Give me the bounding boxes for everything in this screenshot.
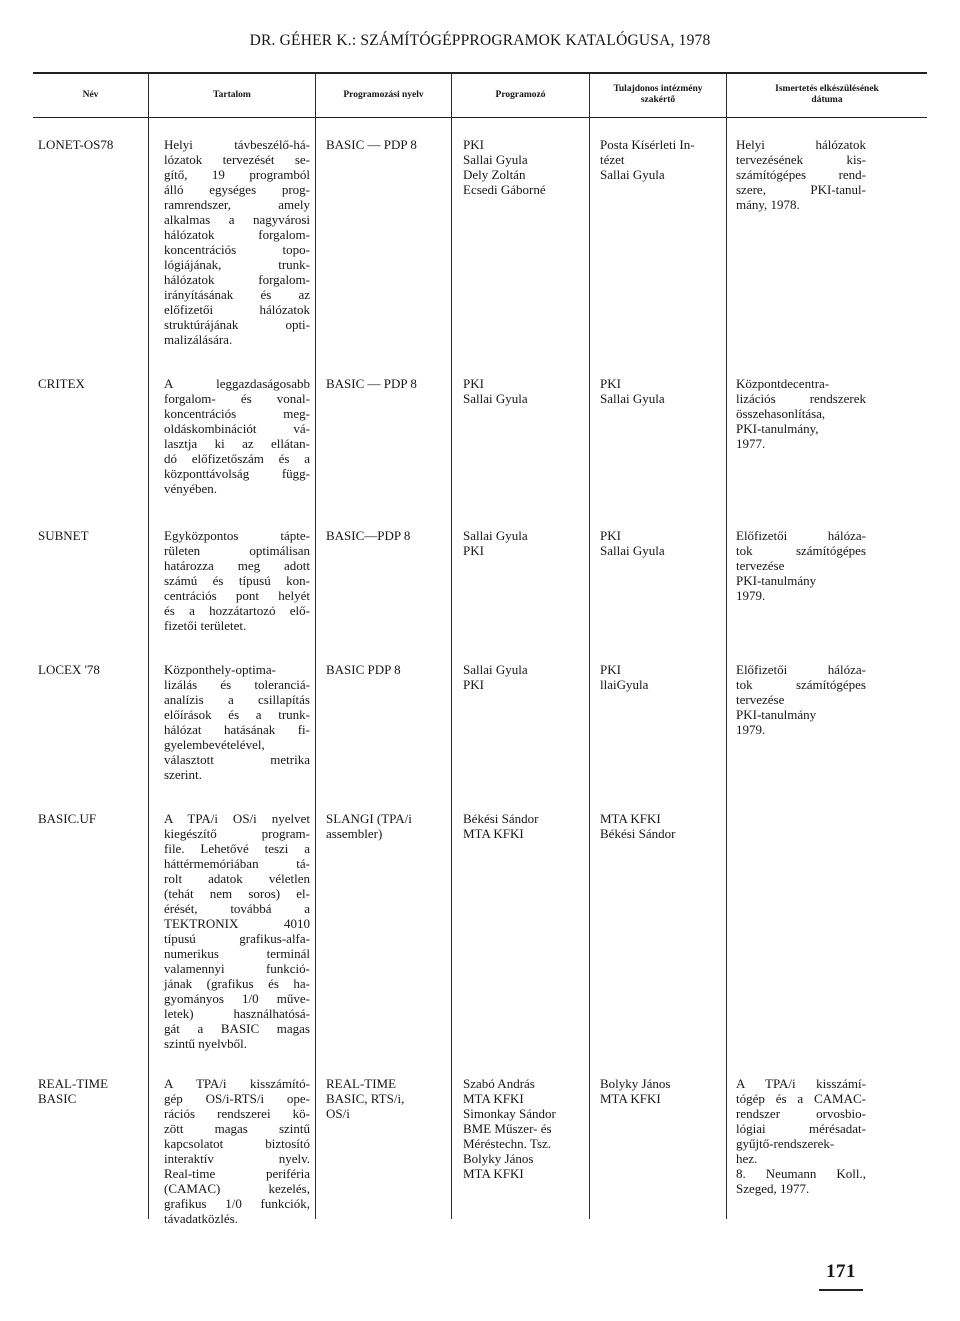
cell-line: tervezésének kis- <box>736 152 866 167</box>
cell-line: LONET-OS78 <box>38 137 114 152</box>
cell-line: gyűjtő-rendszerek- <box>736 1136 835 1151</box>
cell-line: lógiájának, trunk- <box>164 257 310 272</box>
cell-line: hálózat hatásának fi- <box>164 722 310 737</box>
cell-name <box>38 662 144 677</box>
cell-line: Sallai Gyula <box>463 391 528 406</box>
cell-line: tógép és a CAMAC- <box>736 1091 866 1106</box>
cell-line: letek) használhatósá- <box>164 1006 310 1021</box>
cell-line: PKI <box>600 662 621 677</box>
cell-language <box>326 811 448 841</box>
cell-description <box>736 1076 866 1196</box>
cell-line: koncentrációs topo- <box>164 242 310 257</box>
cell-line: lizálás és toleranciá- <box>164 677 310 692</box>
cell-line: tervezése <box>736 558 785 573</box>
cell-line: rendszer orvosbio- <box>736 1106 866 1121</box>
cell-line: irányításának és az <box>164 287 310 302</box>
cell-name <box>38 811 144 826</box>
page-title: DR. GÉHER K.: SZÁMÍTÓGÉPPROGRAMOK KATALÓGUSA, 1978 <box>249 32 711 49</box>
cell-owner <box>600 376 724 406</box>
cell-description <box>736 528 866 603</box>
cell-line: érését, továbbá a <box>164 901 310 916</box>
cell-language <box>326 528 448 543</box>
cell-line: rolt adatok véletlen <box>164 871 310 886</box>
cell-line: MTA KFKI <box>600 811 661 826</box>
cell-content <box>164 1076 310 1226</box>
cell-line: malizálására. <box>164 332 233 347</box>
header-top-rule <box>33 72 927 74</box>
column-header-description: Ismertetés elkészülésének dátuma <box>775 84 879 105</box>
cell-line: szerint. <box>164 767 202 782</box>
page-number: 171 <box>826 1261 856 1282</box>
cell-line: REAL-TIME <box>326 1076 397 1091</box>
cell-line: gép OS/i-RTS/i ope- <box>164 1091 310 1106</box>
cell-line: PKI-tanulmány <box>736 573 817 588</box>
cell-line: Bolyky János <box>463 1151 534 1166</box>
cell-line: A TPA/i kisszámí- <box>736 1076 866 1091</box>
cell-programmer <box>463 528 587 558</box>
cell-line: mány, 1978. <box>736 197 800 212</box>
cell-line: és a hozzátartozó elő- <box>164 603 310 618</box>
cell-line: PKI <box>600 528 621 543</box>
cell-line: Bolyky János <box>600 1076 671 1091</box>
cell-line: forgalom- és vonal- <box>164 391 310 406</box>
cell-line: MTA KFKI <box>463 1091 524 1106</box>
cell-line: Real-time periféria <box>164 1166 310 1181</box>
cell-name <box>38 376 144 391</box>
cell-line: lózatok tervezését se- <box>164 152 310 167</box>
cell-description <box>736 376 866 451</box>
cell-line: CRITEX <box>38 376 85 391</box>
column-header-owner: Tulajdonos intézmény szakértő <box>613 84 703 105</box>
cell-line: PKI-tanulmány <box>736 707 817 722</box>
cell-line: dó előfizetőszám és a <box>164 451 310 466</box>
cell-line: 8. Neumann Koll., <box>736 1166 866 1181</box>
cell-line: TEKTRONIX 4010 <box>164 916 310 931</box>
cell-line: zött magas szintű <box>164 1121 310 1136</box>
cell-line: Sallai Gyula <box>463 662 528 677</box>
cell-line: Posta Kísérleti In- <box>600 137 695 152</box>
cell-line: analízis a csillapítás <box>164 692 310 707</box>
column-header-name: Név <box>82 90 99 100</box>
cell-line: gyelembevételével, <box>164 737 265 752</box>
cell-owner <box>600 528 724 558</box>
cell-language <box>326 1076 448 1121</box>
cell-line: PKI <box>463 376 484 391</box>
cell-line: vényében. <box>164 481 218 496</box>
cell-line: tok számítógépes <box>736 677 866 692</box>
cell-line: PKI <box>463 543 484 558</box>
cell-line: tézet <box>600 152 625 167</box>
cell-line: BME Műszer- és <box>463 1121 552 1136</box>
cell-line: álló egységes prog- <box>164 182 310 197</box>
cell-programmer <box>463 376 587 406</box>
cell-line: szintű nyelvből. <box>164 1036 248 1051</box>
cell-line: háttérmemóriában tá- <box>164 856 310 871</box>
cell-line: MTA KFKI <box>463 1166 524 1181</box>
cell-line: Sallai Gyula <box>600 167 665 182</box>
cell-line: Ecsedi Gáborné <box>463 182 546 197</box>
cell-line: Sallai Gyula <box>463 528 528 543</box>
cell-line: jának (grafikus és ha- <box>164 976 310 991</box>
cell-line: interaktív nyelv. <box>164 1151 310 1166</box>
cell-line: lógiai mérésadat- <box>736 1121 866 1136</box>
cell-line: hálózatok forgalom- <box>164 272 310 287</box>
cell-line: struktúrájának opti- <box>164 317 310 332</box>
cell-line: MTA KFKI <box>600 1091 661 1106</box>
cell-owner <box>600 137 724 182</box>
cell-line: PKI <box>463 677 484 692</box>
cell-line: Központdecentra- <box>736 376 830 391</box>
cell-line: PKI <box>600 376 621 391</box>
column-header-language: Programozási nyelv <box>343 90 424 100</box>
cell-line: Simonkay Sándor <box>463 1106 556 1121</box>
cell-programmer <box>463 1076 587 1181</box>
column-header-content: Tartalom <box>213 90 251 100</box>
cell-name <box>38 137 144 152</box>
cell-line: llaiGyula <box>600 677 649 692</box>
cell-line: BASIC—PDP 8 <box>326 528 411 543</box>
cell-line: hez. <box>736 1151 758 1166</box>
cell-line: számú és típusú kon- <box>164 573 310 588</box>
cell-content <box>164 137 310 347</box>
cell-line: SLANGI (TPA/i <box>326 811 412 826</box>
cell-line: választott metrika <box>164 752 310 767</box>
cell-line: lasztja ki az ellátan- <box>164 436 310 451</box>
cell-language <box>326 137 448 152</box>
cell-line: BASIC — PDP 8 <box>326 376 417 391</box>
cell-line: BASIC <box>38 1091 77 1106</box>
cell-line: Előfizetői hálóza- <box>736 528 866 543</box>
cell-line: szere, PKI-tanul- <box>736 182 866 197</box>
cell-description <box>736 137 866 212</box>
cell-owner <box>600 811 724 841</box>
cell-line: REAL-TIME <box>38 1076 109 1091</box>
cell-owner <box>600 662 724 692</box>
cell-content <box>164 811 310 1051</box>
cell-line: SUBNET <box>38 528 89 543</box>
cell-line: ramrendszer, amely <box>164 197 310 212</box>
column-divider <box>451 73 452 1219</box>
column-divider <box>589 73 590 1219</box>
cell-line: PKI-tanulmány, <box>736 421 819 436</box>
cell-line: oldáskombinációt vá- <box>164 421 310 436</box>
cell-line: Sallai Gyula <box>600 543 665 558</box>
cell-language <box>326 376 448 391</box>
cell-line: kapcsolatot biztosító <box>164 1136 310 1151</box>
cell-line: numerikus terminál <box>164 946 310 961</box>
column-header-programmer: Programozó <box>495 90 546 100</box>
cell-line: 1977. <box>736 436 766 451</box>
cell-line: A TPA/i OS/i nyelvet <box>164 811 310 826</box>
cell-description <box>736 662 866 737</box>
cell-line: (tehát nem soros) el- <box>164 886 310 901</box>
cell-line: Központhely-optima- <box>164 662 276 677</box>
cell-line: távadatközlés. <box>164 1211 238 1226</box>
cell-line: BASIC, RTS/i, <box>326 1091 405 1106</box>
cell-content <box>164 662 310 782</box>
cell-line: rációs rendszerei kö- <box>164 1106 310 1121</box>
cell-line: tok számítógépes <box>736 543 866 558</box>
cell-line: tervezése <box>736 692 785 707</box>
cell-line: grafikus 1/0 funkciók, <box>164 1196 310 1211</box>
cell-line: (CAMAC) kezelés, <box>164 1181 310 1196</box>
cell-line: rületen optimálisan <box>164 543 310 558</box>
cell-programmer <box>463 662 587 692</box>
cell-line: Helyi távbeszélő-há- <box>164 137 310 152</box>
cell-line: BASIC — PDP 8 <box>326 137 417 152</box>
cell-content <box>164 376 310 496</box>
header-bottom-rule <box>33 117 927 118</box>
column-divider <box>148 73 149 1219</box>
cell-line: Dely Zoltán <box>463 167 526 182</box>
cell-line: Sallai Gyula <box>600 391 665 406</box>
cell-programmer <box>463 137 587 197</box>
cell-line: assembler) <box>326 826 383 841</box>
cell-name <box>38 528 144 543</box>
cell-line: típusú grafikus-alfa- <box>164 931 310 946</box>
cell-line: előírások és a trunk- <box>164 707 310 722</box>
cell-line: centrációs pont helyét <box>164 588 310 603</box>
cell-line: összehasonlítása, <box>736 406 826 421</box>
cell-line: gítő, 19 programból <box>164 167 310 182</box>
cell-line: 1979. <box>736 588 766 603</box>
cell-line: Helyi hálózatok <box>736 137 866 152</box>
cell-line: Szabó András <box>463 1076 535 1091</box>
cell-line: BASIC.UF <box>38 811 97 826</box>
cell-line: Egyközpontos tápte- <box>164 528 310 543</box>
column-divider <box>315 73 316 1219</box>
cell-name <box>38 1076 144 1106</box>
cell-line: A TPA/i kisszámító- <box>164 1076 310 1091</box>
cell-line: Békési Sándor <box>600 826 676 841</box>
cell-line: valamennyi funkció- <box>164 961 310 976</box>
cell-line: számítógépes rend- <box>736 167 866 182</box>
cell-line: 1979. <box>736 722 766 737</box>
cell-line: előfizetői hálózatok <box>164 302 310 317</box>
column-divider <box>726 73 727 1219</box>
cell-line: Sallai Gyula <box>463 152 528 167</box>
cell-line: MTA KFKI <box>463 826 524 841</box>
cell-language <box>326 662 448 677</box>
cell-owner <box>600 1076 724 1106</box>
cell-line: Előfizetői hálóza- <box>736 662 866 677</box>
cell-line: file. Lehetővé teszi a <box>164 841 310 856</box>
cell-line: alkalmas a nagyvárosi <box>164 212 310 227</box>
cell-line: Szeged, 1977. <box>736 1181 810 1196</box>
cell-line: lizációs rendszerek <box>736 391 866 406</box>
cell-line: OS/i <box>326 1106 350 1121</box>
cell-line: Békési Sándor <box>463 811 539 826</box>
cell-line: gát a BASIC magas <box>164 1021 310 1036</box>
cell-content <box>164 528 310 633</box>
cell-line: BASIC PDP 8 <box>326 662 401 677</box>
cell-line: hálózatok forgalom- <box>164 227 310 242</box>
cell-line: gyományos 1/0 műve- <box>164 991 310 1006</box>
page-number-underline <box>819 1289 863 1291</box>
cell-line: Méréstechn. Tsz. <box>463 1136 552 1151</box>
cell-line: koncentrációs meg- <box>164 406 310 421</box>
cell-line: PKI <box>463 137 484 152</box>
cell-line: kiegészítő program- <box>164 826 310 841</box>
cell-line: központtávolság függ- <box>164 466 310 481</box>
cell-line: A leggazdaságosabb <box>164 376 310 391</box>
cell-line: határozza meg adott <box>164 558 310 573</box>
cell-line: fizetői területet. <box>164 618 247 633</box>
cell-programmer <box>463 811 587 841</box>
cell-line: LOCEX '78 <box>38 662 100 677</box>
